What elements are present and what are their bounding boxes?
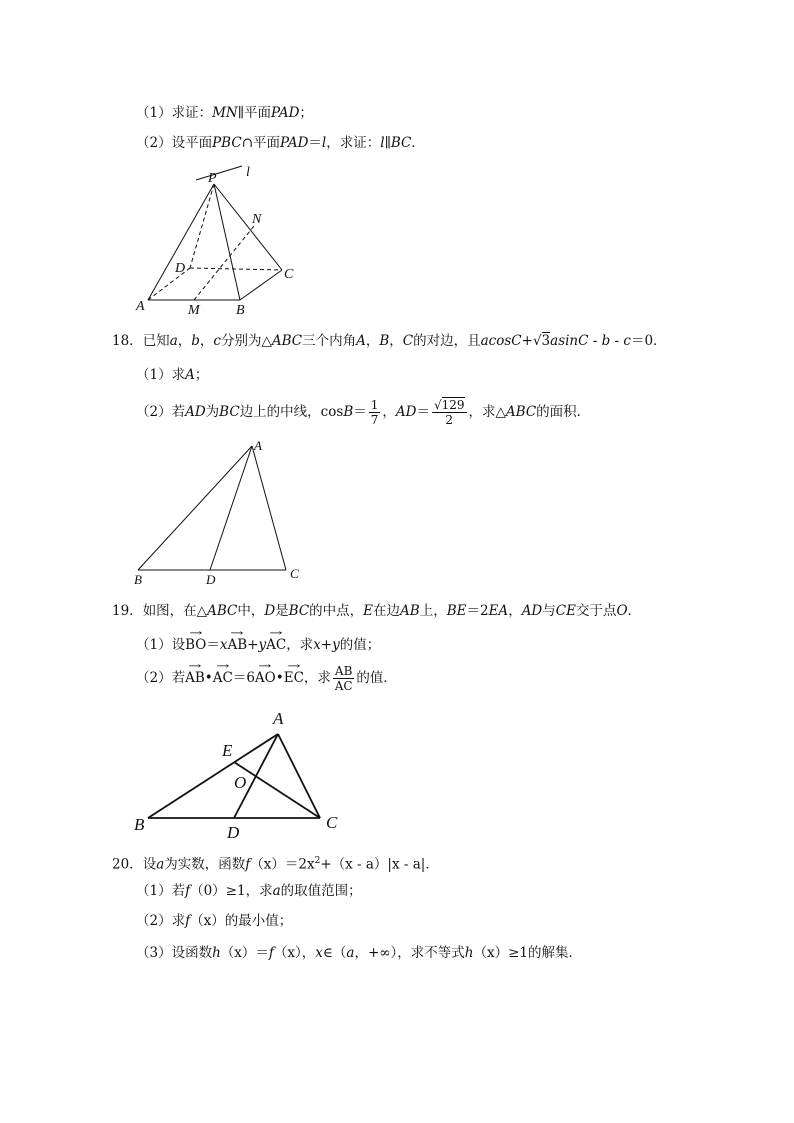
p17-part1: （1）求证：MN∥平面PAD； [136, 105, 313, 121]
p17-part2: （2）设平面PBC∩平面PAD＝l，求证：l∥BC． [136, 135, 425, 151]
fig18-label-a: A [254, 438, 262, 453]
fig18-label-d: D [206, 572, 216, 586]
p20-part3: （3）设函数h（x）＝f（x），x∈（a，+∞），求不等式h（x）≥1的解集． [136, 945, 583, 961]
fig18-label-c: C [290, 566, 299, 581]
p19-part1: （1）设→ BO＝x→ AB+y→ AC，求x+y的值； [136, 636, 380, 654]
p19-triangle-figure [130, 702, 350, 844]
fig18-label-b: B [134, 572, 142, 586]
fig17-label-n: N [252, 212, 262, 227]
p18-part1: （1）求A； [136, 367, 209, 383]
p18-frac-1-7: $\frac{1}{7}$ [370, 398, 379, 427]
fig17-label-p: P [208, 171, 217, 186]
fig19-label-o: O [234, 773, 247, 792]
fig17-label-m: M [188, 303, 200, 318]
fig17-label-l: l [246, 165, 250, 180]
p18-part2: （2）若AD为BC边上的中线，cosB＝ $\frac{1}{7}$ ，AD＝ $\frac{√129}{2}$ ，求△ABC的面积． [136, 398, 591, 427]
p20-part2: （2）求f（x）的最小值； [136, 913, 293, 929]
fig17-label-d: D [175, 261, 186, 276]
fig19-label-b: B [134, 815, 145, 834]
p19-part2: （2）若→ AB•→ AC＝6→ AO•→ EC，求 $\frac{AB}{AC}$ 的值． [136, 662, 397, 694]
fig19-label-c: C [326, 813, 338, 832]
p19-frac-ab-ac: $\frac{AB}{AC}$ [334, 664, 353, 693]
p18-stem: 18．已知a，b，c分别为△ABC三个内角A，B，C的对边，且acosC+√3asinC - b - c＝0． [112, 333, 667, 349]
fig19-label-d: D [227, 823, 240, 842]
p17-pyramid-figure [130, 160, 310, 320]
p18-triangle-figure [130, 436, 310, 586]
fig19-label-a: A [273, 709, 284, 728]
fig17-label-c: C [284, 267, 294, 282]
p19-stem: 19．如图，在△ABC中，D是BC的中点，E在边AB上，BE＝2EA，AD与CE交于点O． [112, 603, 642, 619]
fig17-label-b: B [236, 303, 245, 318]
fig17-label-a: A [136, 299, 145, 314]
p20-stem: 20．设a为实数，函数$f(x)=2x^2+(x - a)|x - a|$． [112, 856, 439, 873]
p20-part1: （1）若f（0）≥1，求a的取值范围； [136, 883, 362, 899]
fig19-label-e: E [222, 741, 233, 760]
p18-frac-sqrt129-2: $\frac{√129}{2}$ [433, 398, 465, 427]
